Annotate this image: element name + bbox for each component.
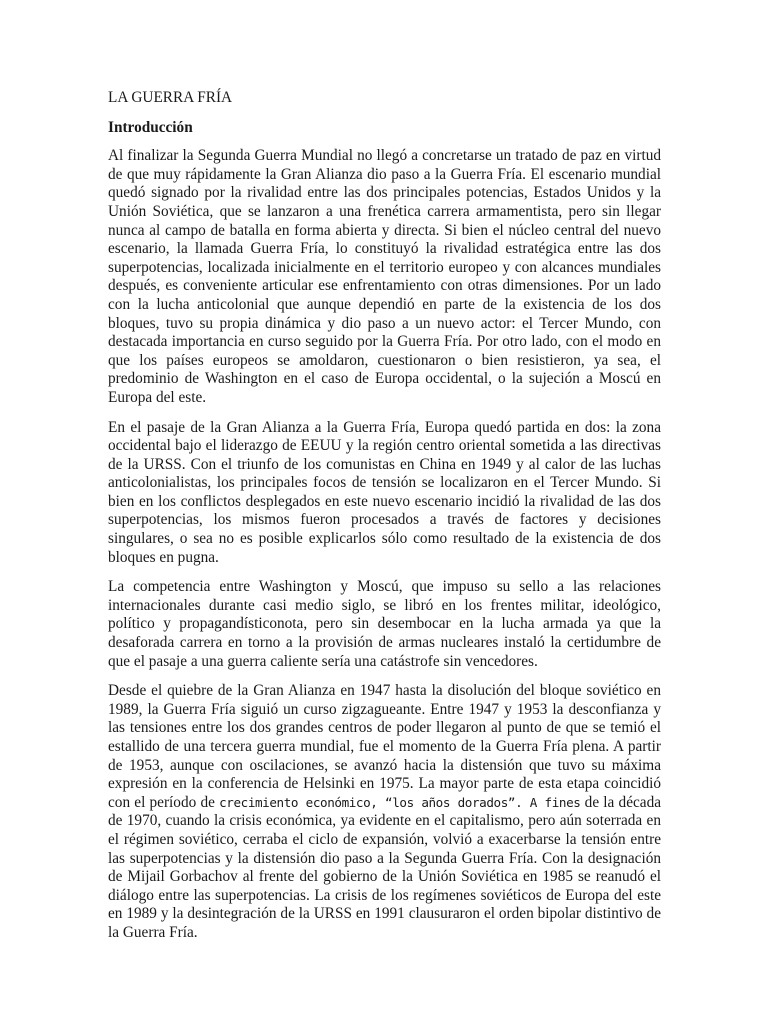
document-title: LA GUERRA FRÍA bbox=[108, 89, 233, 106]
paragraph-2: En el pasaje de la Gran Alianza a la Guerra Fría, Europa quedó partida en dos: la zona occidental bajo el liderazgo de EEUU y la región centro oriental sometida a las directivas de la URSS. Con el triunfo de los comunistas en China en 1949 y al calor de las luchas anticolonialistas, los principales focos de tensión se localizaron en el Tercer Mundo. Si bien en los conflictos desplegados en este nuevo escenario incidió la rivalidad de las dos superpotencias, los mismos fueron procesados a través de factores y decisiones singulares, o sea no es posible explicarlos sólo como resultado de la existencia de dos bloques en pugna. bbox=[108, 418, 661, 566]
paragraph-4-text-end: de la década de 1970, cuando la crisis económica, ya evidente en el capitalismo, pero aún soterrada en el régimen soviético, cerraba el ciclo de expansión, volvió a exacerbarse la tensión entre las superpotencias y la distensión dio paso a la Segunda Guerra Fría. Con la designación de Mijail Gorbachov al frente del gobierno de la Unión Soviética en 1985 se reanudó el diálogo entre las superpotencias. La crisis de los regímenes soviéticos de Europa del este en 1989 y la desintegración de la URSS en 1991 clausuraron el orden bipolar distintivo de la Guerra Fría. bbox=[108, 793, 662, 941]
paragraph-4-text-start: Desde el quiebre de la Gran Alianza en 1947 hasta la disolución del bloque soviético en 1989, la Guerra Fría siguió un curso zigzagueante. Entre 1947 y 1953 la desconfianza y las tensiones entre los dos grandes centros de poder llegaron al punto de que se temió el estallido de una tercera guerra mundial, fue el momento de la Guerra Fría plena. A partir de 1953, aunque con oscilaciones, se avanzó hacia la distensión que tuvo su máxima expresión en la conferencia de Helsinki en 1975. La mayor parte de esta etapa coincidió con el período de bbox=[108, 682, 661, 811]
paragraph-1: Al finalizar la Segunda Guerra Mundial no llegó a concretarse un tratado de paz en virtud de que muy rápidamente la Gran Alianza dio paso a la Guerra Fría. El escenario mundial quedó signado por la rivalidad entre las dos principales potencias, Estados Unidos y la Unión Soviética, que se lanzaron a una frenética carrera armamentista, pero sin llegar nunca al campo de batalla en forma abierta y directa. Si bien el núcleo central del nuevo escenario, la llamada Guerra Fría, lo constituyó la rivalidad estratégica entre las dos superpotencias, localizada inicialmente en el territorio europeo y con alcances mundiales después, es conveniente articular ese enfrentamiento con otras dimensiones. Por un lado con la lucha anticolonial que aunque dependió en parte de la existencia de los dos bloques, tuvo su propia dinámica y dio paso a un nuevo actor: el Tercer Mundo, con destacada importancia en curso seguido por la Guerra Fría. Por otro lado, con el modo en que los países europeos se amoldaron, cuestionaron o bien resistieron, ya sea, el predominio de Washington en el caso de Europa occidental, o la sujeción a Moscú en Europa del este. bbox=[108, 147, 661, 406]
section-heading: Introducción bbox=[108, 118, 193, 136]
document-body bbox=[108, 89, 661, 954]
paragraph-3: La competencia entre Washington y Moscú, que impuso su sello a las relaciones internacionales durante casi medio siglo, se libró en los frentes militar, ideológico, político y propagandísticonota, pero sin desembocar en la lucha armada ya que la desaforada carrera en torno a la provisión de armas nucleares instaló la certidumbre de que el pasaje a una guerra caliente sería una catástrofe sin vencedores. bbox=[108, 578, 661, 670]
paragraph-4-handwritten-fragment: crecimiento económico, “los años dorados”. A fines bbox=[219, 794, 581, 810]
paragraph-4 bbox=[108, 682, 661, 942]
